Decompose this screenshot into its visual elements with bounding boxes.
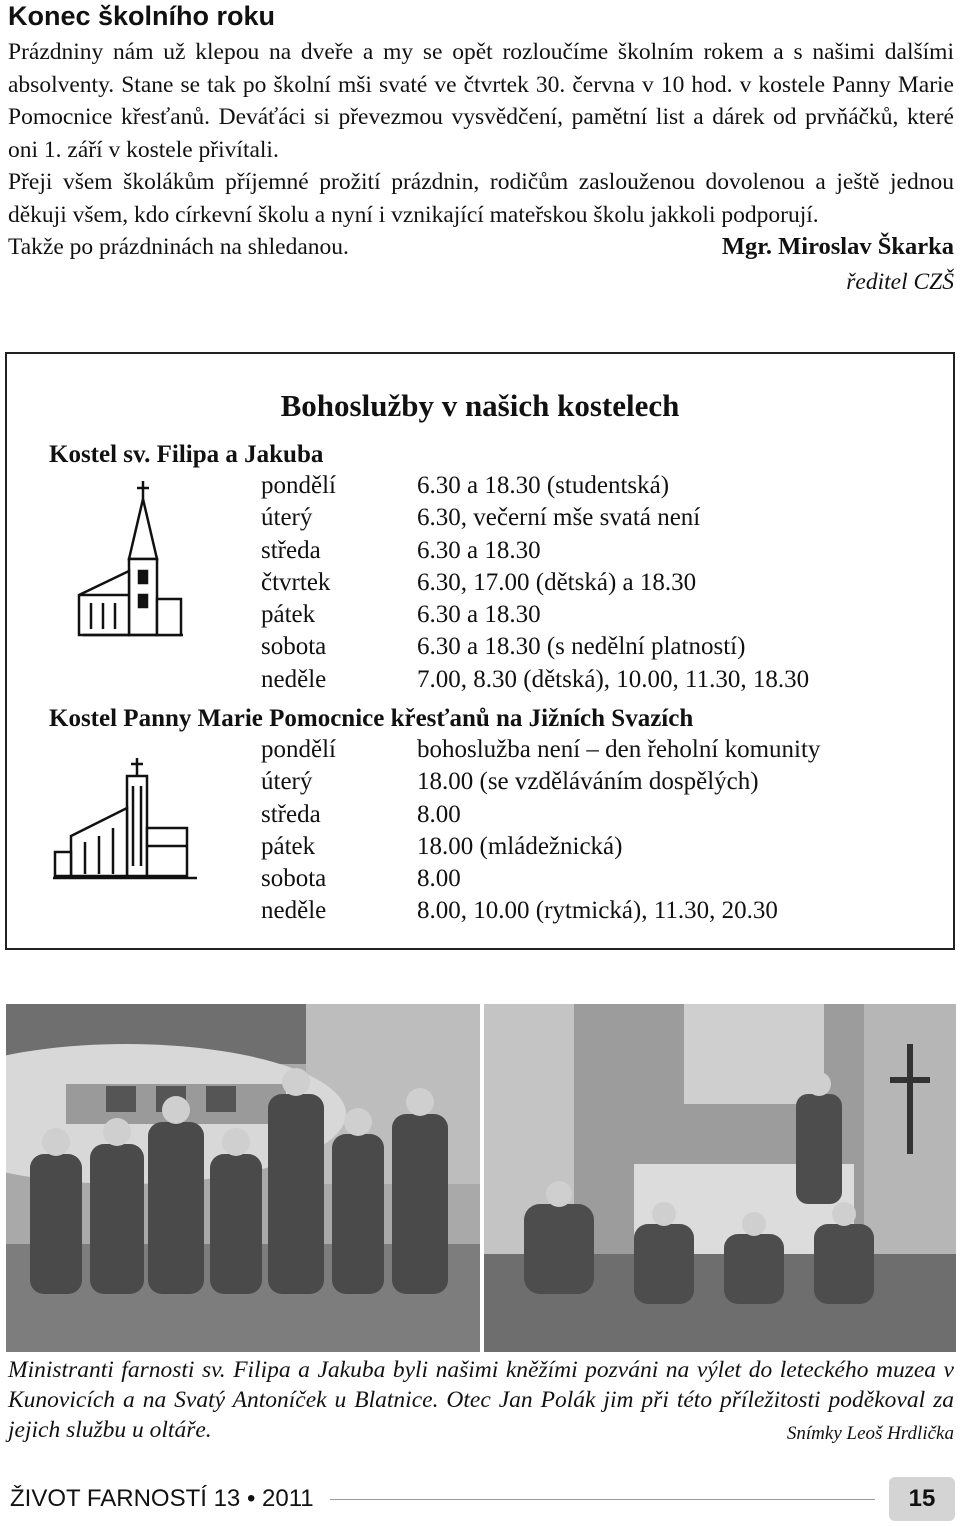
schedule-row <box>261 535 941 567</box>
article-body <box>8 36 954 298</box>
schedule-row <box>261 502 941 534</box>
signature-name: Mgr. Miroslav Škarka <box>721 233 954 260</box>
page-number: 15 <box>889 1477 955 1521</box>
closing-row <box>8 231 954 264</box>
schedule-day: neděle <box>261 897 327 925</box>
photo-ministrants-chapel <box>484 1004 956 1352</box>
footer-rule <box>330 1499 875 1500</box>
schedule-list-pomocnice <box>261 734 941 928</box>
schedule-time: 6.30, 17.00 (dětská) a 18.30 <box>417 568 697 596</box>
schedule-day: úterý <box>261 768 313 796</box>
schedule-row <box>261 766 941 798</box>
schedule-row <box>261 631 941 663</box>
schedule-row <box>261 599 941 631</box>
mass-schedule-box <box>5 352 955 950</box>
schedule-day: úterý <box>261 504 313 532</box>
schedule-row <box>261 567 941 599</box>
schedule-time: 8.00 <box>417 800 461 828</box>
church-name-filip-jakub: Kostel sv. Filipa a Jakuba <box>49 441 324 468</box>
closing-text: Takže po prázdninách na shledanou. <box>8 234 349 260</box>
schedule-day: středa <box>261 536 321 564</box>
caption-text: Ministranti farnosti sv. Filipa a Jakuba byli našimi kněžími pozváni na výlet do leteckého muzea v Kunovicích a na Svatý Antoníček u Blatnice. Otec Jan Polák jim při této příležitosti poděkoval za jejich službu u oltáře. <box>8 1357 954 1443</box>
photo-ministrants-airplane <box>6 1004 480 1352</box>
article-title: Konec školního roku <box>8 1 276 31</box>
schedule-time: 7.00, 8.30 (dětská), 10.00, 11.30, 18.30 <box>417 665 810 693</box>
modern-church-icon <box>51 756 201 886</box>
signature-role: ředitel CZŠ <box>846 268 954 295</box>
article-paragraph-2: Přeji všem školákům příjemné prožití prázdnin, rodičům zaslouženou dovolenou a ještě jednou děkuji všem, kdo církevní školu a nyní i vznikající mateřskou školu jakkoli podporují. <box>8 169 954 228</box>
schedule-row <box>261 863 941 895</box>
article-paragraph-1: Prázdniny nám už klepou na dveře a my se opět rozloučíme školním rokem a s našimi dalšími absolventy. Stane se tak po školní mši svaté ve čtvrtek 30. června v 10 hod. v kostele Panny Marie Pomocnice křesťanů. Deváťáci si převezmou vysvědčení, pamětní list a dárek od prvňáčků, které oni 1. září v kostele přivítali. <box>8 39 954 163</box>
schedule-row <box>261 470 941 502</box>
schedule-row <box>261 799 941 831</box>
schedule-time: bohoslužba není – den řeholní komunity <box>417 736 821 763</box>
schedule-day: sobota <box>261 633 327 661</box>
schedule-time: 6.30 a 18.30 (s nedělní platností) <box>417 633 746 661</box>
schedule-day: pondělí <box>261 736 336 763</box>
page-footer <box>10 1476 955 1522</box>
schedule-time: 8.00 <box>417 865 461 893</box>
schedule-time: 6.30 a 18.30 <box>417 536 541 564</box>
schedule-time: 6.30, večerní mše svatá není <box>417 504 701 532</box>
schedule-day: pátek <box>261 832 316 860</box>
schedule-list-filip-jakub <box>261 470 941 696</box>
schedule-day: pátek <box>261 601 316 629</box>
schedule-time: 8.00, 10.00 (rytmická), 11.30, 20.30 <box>417 897 778 925</box>
photo-caption <box>8 1355 954 1449</box>
schedule-row <box>261 831 941 863</box>
schedule-time: 18.00 (mládežnická) <box>417 832 623 860</box>
schedule-day: sobota <box>261 865 327 893</box>
schedule-time: 18.00 (se vzděláváním dospělých) <box>417 768 759 796</box>
schedule-day: pondělí <box>261 472 336 499</box>
schedule-day: středa <box>261 800 321 828</box>
magazine-title: ŽIVOT FARNOSTÍ 13 • 2011 <box>10 1485 314 1512</box>
schedule-row <box>261 895 941 927</box>
schedule-row <box>261 664 941 696</box>
schedule-row <box>261 734 941 766</box>
schedule-time: 6.30 a 18.30 <box>417 601 541 629</box>
church-tower-icon <box>73 479 193 639</box>
schedule-time: 6.30 a 18.30 (studentská) <box>417 472 670 499</box>
church-name-pomocnice: Kostel Panny Marie Pomocnice křesťanů na Jižních Svazích <box>49 705 694 732</box>
schedule-day: čtvrtek <box>261 568 331 596</box>
schedule-title: Bohoslužby v našich kostelech <box>280 388 680 423</box>
schedule-day: neděle <box>261 665 327 693</box>
photo-credit: Snímky Leoš Hrdlička <box>786 1423 954 1444</box>
